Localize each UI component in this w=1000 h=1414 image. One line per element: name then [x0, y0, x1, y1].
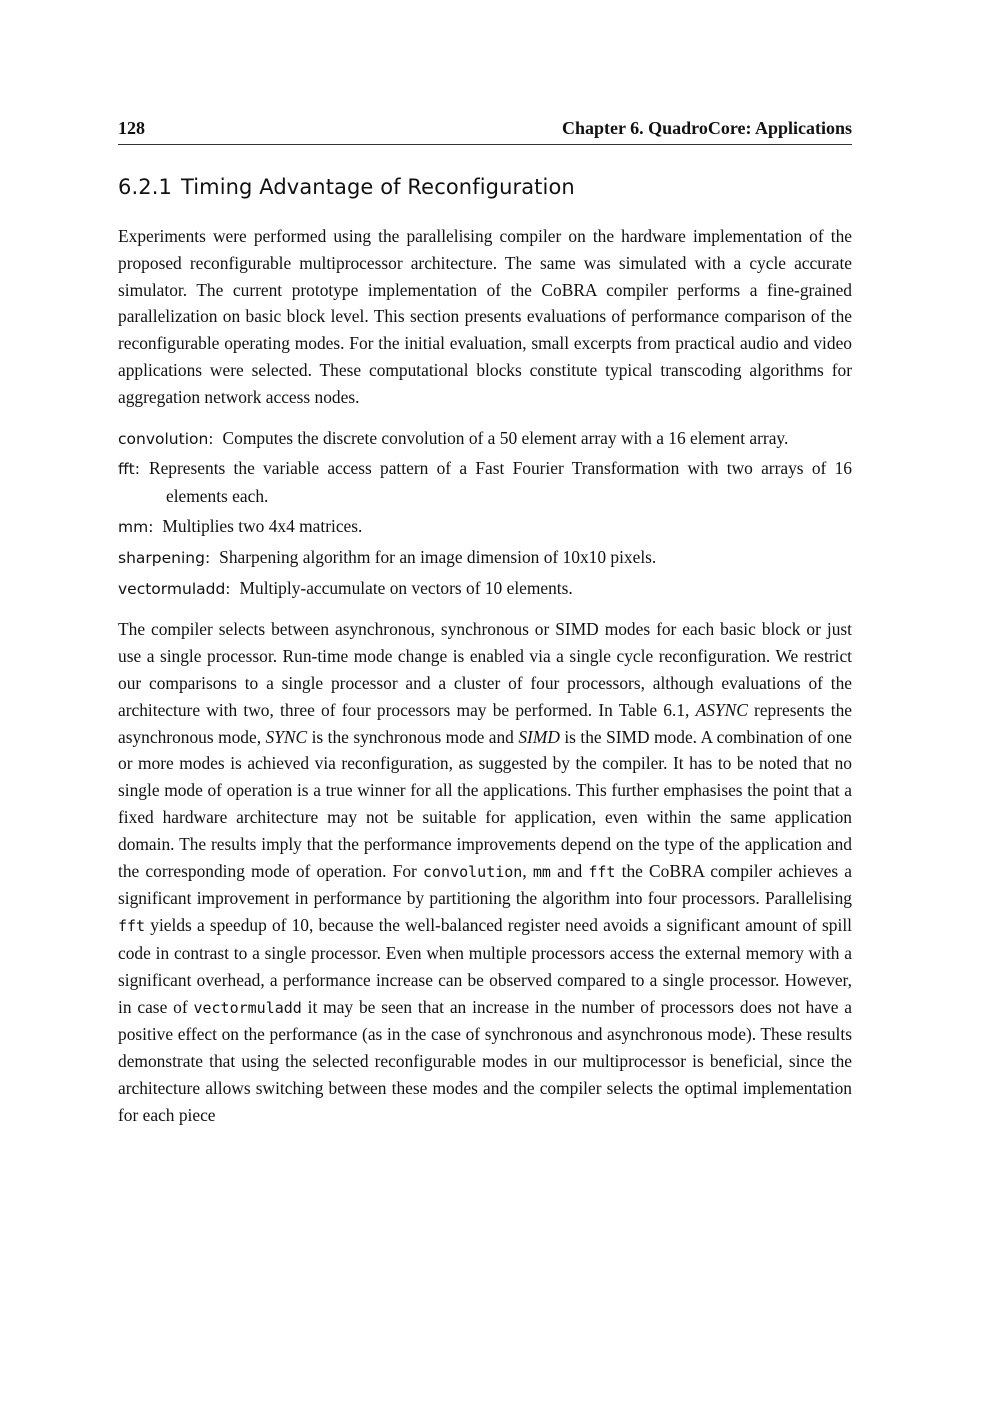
benchmark-term: sharpening:	[118, 548, 211, 567]
benchmark-term: fft:	[118, 460, 140, 479]
section-number: 6.2.1	[118, 175, 172, 199]
code-fft: fft	[588, 862, 616, 881]
text-run: ,	[522, 860, 533, 881]
benchmark-description: Represents the variable access pattern of a Fast Fourier Transformation with two arrays of 16 elements each.	[148, 458, 852, 507]
benchmark-description: Multiply-accumulate on vectors of 10 elements.	[239, 577, 573, 598]
benchmark-term: convolution:	[118, 429, 214, 448]
benchmark-description: Sharpening algorithm for an image dimension of 10x10 pixels.	[219, 546, 657, 567]
mode-sync: SYNC	[265, 726, 308, 747]
mode-simd: SIMD	[518, 726, 560, 747]
text-run: represents the asynchronous mode,	[118, 699, 852, 747]
section-title: Timing Advantage of Reconfiguration	[180, 175, 575, 199]
code-vectormuladd: vectormuladd	[193, 998, 302, 1017]
document-page	[118, 118, 852, 1129]
code-convolution: convolution	[423, 862, 523, 881]
text-run: is the synchronous mode and	[307, 726, 519, 747]
benchmark-description: Multiplies two 4x4 matrices.	[162, 515, 363, 536]
mode-async: ASYNC	[695, 699, 748, 720]
text-run: and	[550, 860, 589, 881]
benchmark-term: mm:	[118, 517, 154, 536]
text-run: the CoBRA compiler achieves a significant improvement in performance by partitioning the algorithm into four processors. Parallelising	[118, 860, 852, 909]
chapter-title: Chapter 6. QuadroCore: Applications	[561, 118, 852, 138]
main-paragraph	[118, 616, 852, 1128]
code-fft: fft	[118, 917, 146, 936]
list-item	[118, 425, 852, 453]
text-run: The compiler selects between asynchronous, synchronous or SIMD modes for each basic block or just use a single processor. Run-time mode change is enabled via a single cycle reconfiguration. We restrict our comparisons to a single processor and a cluster of four processors, although evaluations of the architecture with two, three of four processors may be performed. In Table 6.1,	[118, 619, 852, 720]
intro-paragraph: Experiments were performed using the parallelising compiler on the hardware implementation of the proposed reconfigurable multiprocessor architecture. The same was simulated with a cycle accurate simulator. The current prototype implementation of the CoBRA compiler performs a fine-grained parallelization on basic block level. This section presents evaluations of performance comparison of the reconfigurable operating modes. For the initial evaluation, small excerpts from practical audio and video applications were selected. These computational blocks constitute typical transcoding algorithms for aggregation network access nodes.	[118, 226, 852, 407]
list-item	[118, 455, 852, 510]
text-run: yields a speedup of 10, because the well-balanced register need avoids a significant amount of spill code in contrast to a single processor. Even when multiple processors access the external memory with a significant overhead, a performance increase can be observed compared to a single processor. However, in case of	[118, 915, 852, 1017]
section-heading	[118, 175, 852, 199]
code-mm: mm	[532, 862, 551, 881]
list-item	[118, 575, 852, 603]
benchmark-description: Computes the discrete convolution of a 50 element array with a 16 element array.	[222, 427, 789, 448]
page-number: 128	[118, 118, 145, 138]
benchmark-list	[118, 425, 852, 603]
list-item	[118, 544, 852, 572]
text-run: it may be seen that an increase in the number of processors does not have a positive effect on the performance (as in the case of synchronous and asynchronous mode). These results demonstrate that using the selected reconfigurable modes in our multiprocessor is beneficial, since the architecture allows switching between these modes and the compiler selects the optimal implementation for each piece	[118, 996, 853, 1125]
running-header	[118, 118, 852, 145]
benchmark-term: vectormuladd:	[118, 579, 231, 598]
text-run: is the SIMD mode. A combination of one or more modes is achieved via reconfiguration, as suggested by the compiler. It has to be noted that no single mode of operation is a true winner for all the applications. This further emphasises the point that a fixed hardware architecture may not be suitable for application, even within the same application domain. The results imply that the performance improvements depend on the type of the application and the corresponding mode of operation. For	[118, 726, 853, 881]
list-item	[118, 513, 852, 541]
